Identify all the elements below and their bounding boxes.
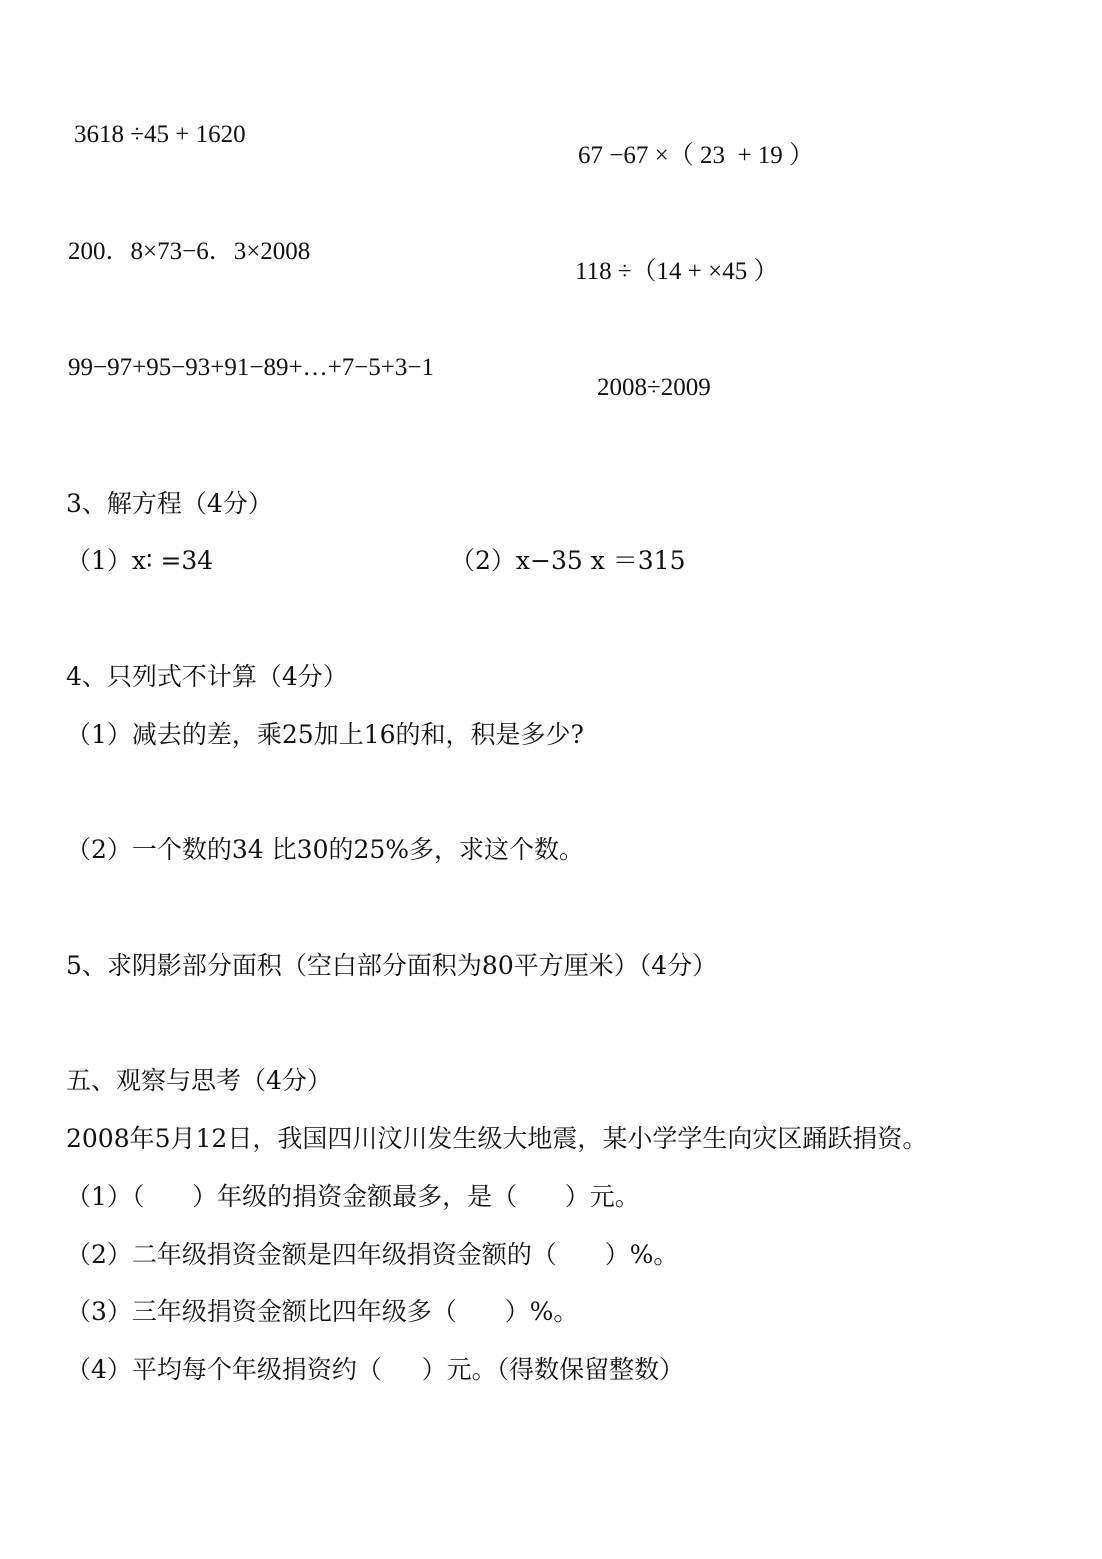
q4-heading: 4、只列式不计算（4分）	[66, 662, 348, 691]
q3-problem-2: （2）x−35 x ＝315	[450, 546, 686, 575]
section5-question-3: （3）三年级捐资金额比四年级多（ ）%。	[66, 1297, 579, 1326]
q3-heading: 3、解方程（4分）	[66, 489, 273, 518]
calc-expr-3: 200．8×73−6．3×2008	[68, 238, 311, 265]
calc-expr-6: 2008÷2009	[597, 374, 711, 401]
section5-question-1: （1）（ ）年级的捐资金额最多，是（ ）元。	[66, 1182, 640, 1211]
section5-question-4: （4）平均每个年级捐资约（ ）元。（得数保留整数）	[66, 1355, 685, 1384]
calc-expr-2: 67 −67 ×（ 23 + 19 ）	[578, 142, 815, 169]
calc-expr-5: 99−97+95−93+91−89+…+7−5+3−1	[68, 354, 434, 381]
q4-problem-1: （1）减去的差，乘25加上16的和，积是多少?	[66, 720, 584, 749]
q5-heading: 5、求阴影部分面积（空白部分面积为80平方厘米）（4分）	[66, 951, 718, 980]
q4-problem-2: （2）一个数的34 比30的25%多，求这个数。	[66, 835, 585, 864]
section5-question-2: （2）二年级捐资金额是四年级捐资金额的（ ）%。	[66, 1240, 679, 1269]
calc-expr-4: 118 ÷（14 + ×45 ）	[575, 258, 779, 285]
q3-problem-1: （1）x∶ =34	[66, 546, 214, 575]
section5-intro: 2008年5月12日，我国四川汶川发生级大地震，某小学学生向灾区踊跃捐资。	[66, 1124, 928, 1153]
section5-heading: 五、观察与思考（4分）	[66, 1066, 332, 1095]
calc-expr-1: 3618 ÷45 + 1620	[74, 121, 246, 148]
